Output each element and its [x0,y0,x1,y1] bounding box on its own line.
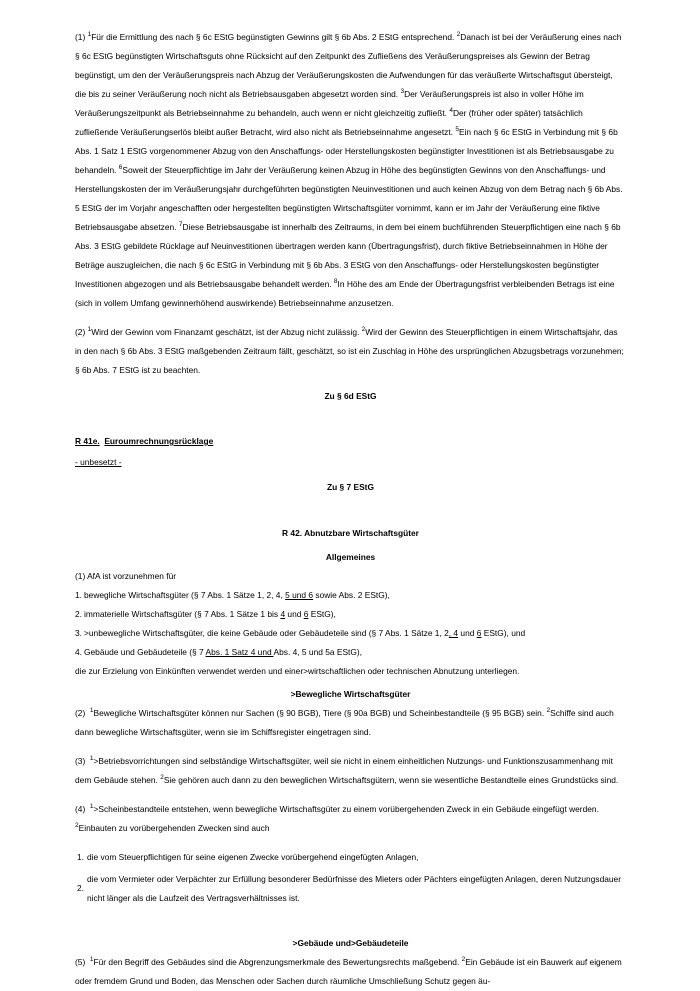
afa-item-3 [75,624,626,643]
sentence-number: 1 [89,956,94,963]
r41e-number: R 41e. [75,436,100,446]
paragraph-r42-3 [75,752,626,790]
afa-intro: (1) AfA ist vorzunehmen für [75,571,177,581]
item-text: sowie Abs. 2 EStG), [313,590,390,600]
schein-item-2 [75,870,626,908]
sentence-number: 3 [400,88,405,95]
unbesetzt-note: - unbesetzt - [75,457,122,467]
sentence-text: Diese Betriebsausgabe ist innerhalb des Zeitraums, in dem bei einem buchführenden Steuerpflichtigen eine nach § 6b Abs. 3 EStG gebildete Rücklage auf Neuinvestitionen übertragen werden kann (Übertragungsfrist), durch fiktive Betriebseinnahmen in Höhe der Beträge auszugleichen, die nach § 6c EStG in Verbindung mit § 6b Abs. 3 EStG von den Anschaffungs- oder Herstellungskosten begünstigter Investitionen abgezogen und als Betriebsausgabe behandelt werden. [75,222,621,289]
r41e-title: Euroumrechnungsrücklage [104,436,214,446]
bewegliche-heading: >Bewegliche Wirtschaftsgüter [290,689,411,699]
item-text: EStG), [308,609,336,619]
sentence-text: >Betriebsvorrichtungen sind selbständige Wirtschaftsgüter, weil sie nicht in einem einheitlichen Nutzungs- und Funktionszusammenhang mit dem Gebäude stehen. [75,756,613,785]
r42-title: R 42. Abnutzbare Wirtschaftsgüter [282,528,419,538]
sentence-number: 4 [449,107,453,114]
sentence-number: 2 [361,326,366,333]
afa-list [75,586,626,662]
sentence-number: 1 [89,755,94,762]
sentence-text: Wird der Gewinn vom Finanzamt geschätzt, ist der Abzug nicht zulässig. [91,327,362,337]
item-text: und [458,628,477,638]
sentence-text: Für die Ermittlung des nach § 6c EStG begünstigten Gewinns gilt § 6b Abs. 2 EStG entsprechend. [91,32,457,42]
sentence-text: Einbauten zu vorübergehenden Zwecken sind auch [78,823,270,833]
section-heading-7: Zu § 7 EStG [326,482,374,492]
gebaeude-heading: >Gebäude und>Gebäudeteile [292,938,409,948]
item-text: bewegliche Wirtschaftsgüter (§ 7 Abs. 1 Sätze 1, 2, 4, [84,590,286,600]
list-number: 4. [75,647,82,657]
item-text-underlined: , 4 [448,628,459,638]
item-text: Gebäude und Gebäudeteile (§ 7 [84,647,206,657]
sentence-text: Wird der Gewinn des Steuerpflichtigen in einem Wirtschaftsjahr, das in den nach § 6b Abs. 3 EStG maßgebenden Zeitraum fällt, geschätzt, so ist ein Zuschlag in Höhe des ursprünglichen Abzugsbetrags vorzunehmen; § 6b Abs. 7 EStG ist zu beachten. [75,327,624,375]
item-text: die vom Steuerpflichtigen für seine eigenen Zwecke vorübergehend eingefügten Anlagen, [87,852,419,862]
sentence-text: Für den Begriff des Gebäudes sind die Abgrenzungsmerkmale des Bewertungsrechts maßgebend. [93,957,462,967]
sentence-number: 2 [75,822,79,829]
sentence-number: 1 [87,326,92,333]
sentence-number: 1 [89,707,94,714]
paragraph-r42-2 [75,704,626,742]
sentence-text: >Scheinbestandteile entstehen, wenn bewegliche Wirtschaftsgüter zu einem vorübergehenden Zweck in ein Gebäude eingefügt werden. [93,804,599,814]
sentence-number: 2 [160,774,164,781]
para-number: (2) [75,708,90,718]
para-number: (3) [75,756,90,766]
item-text: die vom Vermieter oder Verpächter zur Erfüllung besonderer Bedürfnisse des Mieters oder Pächters eingefügten Anlagen, deren Nutzungsdauer nicht länger als die Laufzeit des Vertragsverhältnisses ist. [87,874,621,903]
sentence-text: Soweit der Steuerpflichtige im Jahr der Veräußerung keinen Abzug in Höhe des begünstigten Gewinns von den Anschaffungs- und Herstellungskosten der im Veräußerungsjahr durchgeführten begünstigten Neuinvestitionen und auch keinen Abzug von dem Betrag nach § 6b Abs. 5 EStG der im Vorjahr angeschafften oder hergestellten begünstigten Wirtschaftsgüter vornimmt, kann er im Jahr der Veräußerung eine fiktive Betriebsausgabe absetzen. [75,165,623,232]
sentence-text: Ein nach § 6c EStG in Verbindung mit § 6b Abs. 1 Satz 1 EStG vorgenommener Abzug von den Anschaffungs- oder Herstellungskosten begünstigter Investitionen ist als Betriebsausgabe zu behandeln. [75,127,618,175]
item-text: >unbewegliche Wirtschaftsgüter, die keine Gebäude oder Gebäudeteile sind (§ 7 Abs. 1 Sätze 1, 2 [84,628,449,638]
item-text-underlined: 4 [280,609,286,619]
paragraph-r42-5 [75,953,626,991]
sentence-number: 6 [118,164,123,171]
list-number: 3. [75,628,82,638]
sentence-text: Sie gehören auch dann zu den beweglichen Wirtschaftsgütern, wenn sie wesentliche Bestandteile eines Grundstücks sind. [163,775,619,785]
sentence-text: Der Veräußerungspreis ist also in voller Höhe im Veräußerungszeitpunkt als Betriebseinnahme zu behandeln, auch wenn er nicht gleichzeitig zufließt. [75,89,584,118]
para-number: (4) [75,804,90,814]
sentence-number: 5 [455,126,459,133]
afa-item-4 [75,643,626,662]
paragraph-r42-4 [75,800,626,838]
para-number: (5) [75,957,90,967]
list-number: 1. [77,852,84,862]
item-text: Abs. 4, 5 und 5a EStG), [273,647,362,657]
item-text-underlined: 6 [476,628,482,638]
sentence-text: Danach ist bei der Veräußerung eines nach § 6c EStG begünstigten Wirtschaftsguts ohne Rücksicht auf den Zeitpunkt des Zufließens des Veräußerungspreises als Gewinn der Betrag begünstigt, um den der Veräußerungspreis nach Abzug der Veräußerungskosten die Aufwendungen für das veräußerte Wirtschaftsgut übersteigt, die bis zu seiner Veräußerung noch nicht als Betriebsausgaben abgesetzt worden sind. [75,32,622,99]
item-text-underlined: 5 und 6 [285,590,314,600]
para-number: (1) [75,32,88,42]
list-number: 1. [75,590,82,600]
sentence-number: 7 [178,221,183,228]
list-number: 2. [77,883,84,893]
paragraph-6c-1 [75,28,626,313]
scheinbestandteile-list [75,848,626,908]
sentence-number: 1 [87,31,92,38]
afa-item-1 [75,586,626,605]
section-heading-6d: Zu § 6d EStG [324,391,377,401]
item-text-underlined: Abs. 1 Satz 4 und [205,647,274,657]
item-text-underlined: 6 [303,609,309,619]
schein-item-1 [75,848,626,867]
afa-item-2 [75,605,626,624]
sentence-number: 2 [546,707,551,714]
sentence-number: 2 [456,31,461,38]
item-text: EStG), und [481,628,526,638]
sentence-text: Schiffe sind auch dann bewegliche Wirtschaftsgüter, wenn sie im Schiffsregister eingetragen sind. [75,708,614,737]
item-text: und [285,609,304,619]
sentence-number: 2 [461,956,466,963]
sentence-text: Der (früher oder später) tatsächlich zufließende Veräußerungserlös bleibt außer Betracht, wird also nicht als Betriebseinnahme angesetzt. [75,108,583,137]
sentence-number: 8 [333,278,338,285]
r41e-heading [75,432,626,451]
sentence-text: In Höhe des am Ende der Übertragungsfrist verbleibenden Betrags ist eine (sich in vollem Umfang gewinnerhöhend auswirkende) Betriebseinnahme anzusetzen. [75,279,615,308]
para-number: (2) [75,327,88,337]
allgemeines-heading: Allgemeines [325,552,376,562]
list-number: 2. [75,609,82,619]
sentence-text: Ein Gebäude ist ein Bauwerk auf eigenem oder fremdem Grund und Boden, das Menschen oder Sachen durch räumliche Umschließung Schutz gegen äu- [75,957,622,986]
item-text: immaterielle Wirtschaftsgüter (§ 7 Abs. 1 Sätze 1 bis [84,609,281,619]
paragraph-6c-2 [75,323,626,380]
sentence-number: 1 [89,803,94,810]
afa-outro: die zur Erzielung von Einkünften verwendet werden und einer>wirtschaftlichen oder technischen Abnutzung unterliegen. [75,666,520,676]
sentence-text: Bewegliche Wirtschaftsgüter können nur Sachen (§ 90 BGB), Tiere (§ 90a BGB) und Scheinbestandteile (§ 95 BGB) sein. [93,708,547,718]
